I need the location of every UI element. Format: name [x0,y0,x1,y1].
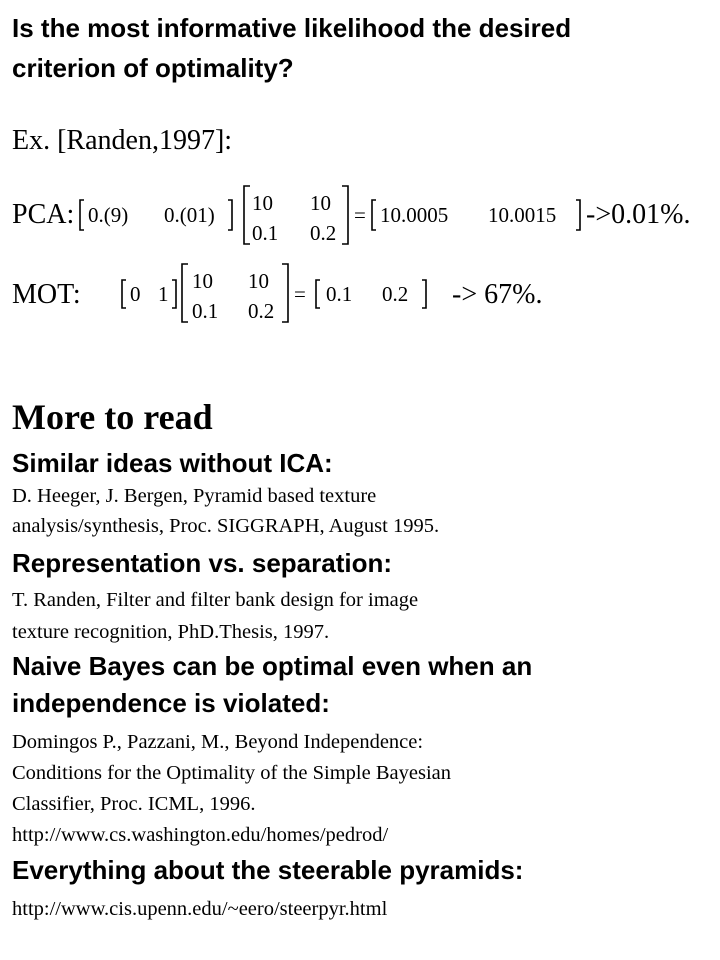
pca-result-left-bracket [372,200,376,230]
mot-result-left-bracket [316,280,320,308]
mot-result-right-bracket [422,280,426,308]
pca-matrix-right-bracket [342,186,348,244]
pca-vector-left-bracket [80,200,84,230]
question-line-2: criterion of optimality? [12,53,294,83]
mot-arrow-text: -> 67%. [452,279,543,310]
reference-line: D. Heeger, J. Bergen, Pyramid based texture [12,485,377,507]
pca-matrix-1-1: 0.2 [310,221,337,245]
question-line-1: Is the most informative likelihood the desired [12,13,572,43]
pca-result-right-bracket [576,200,580,230]
mot-equation [116,258,586,328]
more-to-read-title: More to read [12,397,213,437]
pca-vector-0: 0.(9) [88,203,129,227]
mot-vector-0: 0 [130,282,141,306]
pca-matrix-left-bracket [244,186,250,244]
pca-label: PCA: [12,199,75,230]
example-label: Ex. [Randen,1997]: [12,125,233,156]
section-heading-steerable-pyramids: Everything about the steerable pyramids: [12,855,524,885]
reference-line: texture recognition, PhD.Thesis, 1997. [12,621,330,643]
mot-result-0: 0.1 [326,282,353,306]
reference-url[interactable]: http://www.cs.washington.edu/homes/pedrod/ [12,824,389,846]
pca-arrow-text: ->0.01%. [586,199,691,230]
section-heading-naive-bayes-cont: independence is violated: [12,688,330,718]
section-heading-representation: Representation vs. separation: [12,548,392,578]
reference-url[interactable]: http://www.cis.upenn.edu/~eero/steerpyr.html [12,898,388,920]
reference-line: Classifier, Proc. ICML, 1996. [12,793,256,815]
pca-result-1: 10.0015 [488,203,557,227]
mot-equals: = [294,282,306,306]
mot-matrix-1-0: 0.1 [192,299,219,323]
reference-line: Domingos P., Pazzani, M., Beyond Independence: [12,731,424,753]
mot-matrix-right-bracket [282,264,288,322]
pca-matrix-0-0: 10 [252,191,273,215]
pca-vector-right-bracket [228,200,232,230]
mot-vector-left-bracket [122,280,126,308]
pca-result-0: 10.0005 [380,203,449,227]
section-heading-naive-bayes: Naive Bayes can be optimal even when an [12,651,533,681]
mot-matrix-left-bracket [182,264,188,322]
section-heading-similar-ideas: Similar ideas without ICA: [12,448,333,478]
pca-matrix-1-0: 0.1 [252,221,279,245]
mot-matrix-1-1: 0.2 [248,299,275,323]
mot-vector-right-bracket [172,280,176,308]
pca-equals: = [354,203,366,227]
reference-line: analysis/synthesis, Proc. SIGGRAPH, August 1995. [12,515,440,537]
pca-matrix-0-1: 10 [310,191,331,215]
mot-matrix-0-0: 10 [192,269,213,293]
mot-matrix-0-1: 10 [248,269,269,293]
pca-vector-1: 0.(01) [164,203,215,227]
mot-vector-1: 1 [158,282,169,306]
reference-line: Conditions for the Optimality of the Simple Bayesian [12,762,451,784]
reference-line: T. Randen, Filter and filter bank design for image [12,589,419,611]
pca-equation [76,180,720,250]
mot-label: MOT: [12,279,81,310]
mot-result-1: 0.2 [382,282,409,306]
